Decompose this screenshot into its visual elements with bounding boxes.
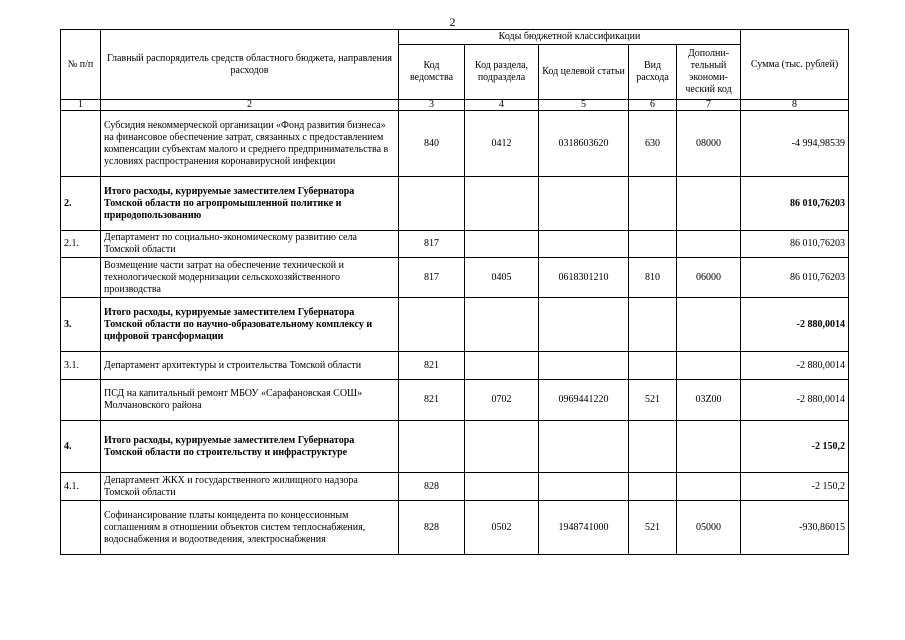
row-sum: 86 010,76203 [741, 231, 849, 258]
index-cell: 6 [629, 100, 677, 111]
row-extra: 05000 [677, 501, 741, 555]
row-type [629, 473, 677, 501]
index-cell: 4 [465, 100, 539, 111]
row-number: 3. [61, 298, 101, 352]
row-sum: -2 880,0014 [741, 298, 849, 352]
row-name: Департамент ЖКХ и государственного жилищного надзора Томской области [101, 473, 399, 501]
row-extra [677, 298, 741, 352]
row-extra [677, 177, 741, 231]
table-row [61, 258, 849, 298]
row-extra: 08000 [677, 111, 741, 177]
row-target [539, 298, 629, 352]
row-name: ПСД на капитальный ремонт МБОУ «Сарафановская СОШ» Молчановского района [101, 380, 399, 421]
row-type [629, 231, 677, 258]
row-dept: 840 [399, 111, 465, 177]
row-name: Софинансирование платы концедента по концессионным соглашениям в отношении объектов систем теплоснабжения, водоснабжения и водоотведения, электроснабжения [101, 501, 399, 555]
index-cell: 1 [61, 100, 101, 111]
row-number [61, 111, 101, 177]
row-number: 4.1. [61, 473, 101, 501]
row-sum: 86 010,76203 [741, 177, 849, 231]
row-section [465, 352, 539, 380]
row-sum: -2 880,0014 [741, 380, 849, 421]
row-type: 521 [629, 380, 677, 421]
row-sum: -2 880,0014 [741, 352, 849, 380]
index-cell: 8 [741, 100, 849, 111]
row-type: 810 [629, 258, 677, 298]
row-section: 0405 [465, 258, 539, 298]
row-extra: 03Z00 [677, 380, 741, 421]
table-row-total [61, 298, 849, 352]
row-target [539, 473, 629, 501]
row-number: 3.1. [61, 352, 101, 380]
row-extra [677, 421, 741, 473]
header-extra-code: Дополни-тельный экономи-ческий код [677, 45, 741, 100]
row-type [629, 177, 677, 231]
row-dept [399, 177, 465, 231]
row-name: Итого расходы, курируемые заместителем Губернатора Томской области по научно-образовательному комплексу и цифровой трансформации [101, 298, 399, 352]
row-name: Департамент архитектуры и строительства Томской области [101, 352, 399, 380]
index-cell: 2 [101, 100, 399, 111]
header-expense-type: Вид расхода [629, 45, 677, 100]
row-extra: 06000 [677, 258, 741, 298]
row-extra [677, 352, 741, 380]
row-number: 2.1. [61, 231, 101, 258]
header-num: № п/п [61, 30, 101, 100]
table-row [61, 231, 849, 258]
budget-table [60, 29, 849, 555]
row-target: 0618301210 [539, 258, 629, 298]
row-dept: 817 [399, 231, 465, 258]
row-target: 0318603620 [539, 111, 629, 177]
row-dept: 828 [399, 473, 465, 501]
row-section [465, 231, 539, 258]
row-section [465, 177, 539, 231]
row-target: 0969441220 [539, 380, 629, 421]
row-extra [677, 473, 741, 501]
page-number: 2 [449, 15, 456, 29]
row-number [61, 258, 101, 298]
row-number: 2. [61, 177, 101, 231]
table-row-total [61, 421, 849, 473]
row-target [539, 231, 629, 258]
row-section: 0702 [465, 380, 539, 421]
row-sum: -4 994,98539 [741, 111, 849, 177]
index-cell: 5 [539, 100, 629, 111]
column-index-row [61, 100, 849, 111]
row-dept: 821 [399, 380, 465, 421]
index-cell: 7 [677, 100, 741, 111]
index-cell: 3 [399, 100, 465, 111]
row-type [629, 298, 677, 352]
row-dept [399, 421, 465, 473]
header-sum: Сумма (тыс. рублей) [741, 30, 849, 100]
row-extra [677, 231, 741, 258]
row-dept: 828 [399, 501, 465, 555]
row-target: 1948741000 [539, 501, 629, 555]
table-row [61, 111, 849, 177]
row-name: Департамент по социально-экономическому развитию села Томской области [101, 231, 399, 258]
table-row [61, 352, 849, 380]
table-row [61, 501, 849, 555]
row-section [465, 421, 539, 473]
row-target [539, 177, 629, 231]
row-name: Субсидия некоммерческой организации «Фонд развития бизнеса» на финансовое обеспечение затрат, связанных с предоставлением компенсации субъектам малого и среднего предпринимательства в условиях распространения коронавирусной инфекции [101, 111, 399, 177]
row-number [61, 380, 101, 421]
table-row [61, 380, 849, 421]
header-dept-code: Код ведомства [399, 45, 465, 100]
row-name: Итого расходы, курируемые заместителем Губернатора Томской области по агропромышленной политике и природопользованию [101, 177, 399, 231]
row-section [465, 298, 539, 352]
table-row-total [61, 177, 849, 231]
row-section: 0502 [465, 501, 539, 555]
header-name: Главный распорядитель средств областного бюджета, направления расходов [101, 30, 399, 100]
table-row [61, 473, 849, 501]
row-type: 630 [629, 111, 677, 177]
row-sum: -930,86015 [741, 501, 849, 555]
header-target-code: Код целевой статьи [539, 45, 629, 100]
row-type: 521 [629, 501, 677, 555]
row-type [629, 352, 677, 380]
row-sum: 86 010,76203 [741, 258, 849, 298]
row-sum: -2 150,2 [741, 421, 849, 473]
row-dept [399, 298, 465, 352]
row-dept: 817 [399, 258, 465, 298]
row-name: Возмещение части затрат на обеспечение технической и технологической модернизации сельскохозяйственного производства [101, 258, 399, 298]
row-section: 0412 [465, 111, 539, 177]
row-type [629, 421, 677, 473]
row-section [465, 473, 539, 501]
row-target [539, 352, 629, 380]
row-number [61, 501, 101, 555]
row-name: Итого расходы, курируемые заместителем Губернатора Томской области по строительству и инфраструктуре [101, 421, 399, 473]
row-target [539, 421, 629, 473]
row-dept: 821 [399, 352, 465, 380]
row-number: 4. [61, 421, 101, 473]
header-section-code: Код раздела, подраздела [465, 45, 539, 100]
header-codes-group: Коды бюджетной классификации [399, 30, 741, 45]
row-sum: -2 150,2 [741, 473, 849, 501]
